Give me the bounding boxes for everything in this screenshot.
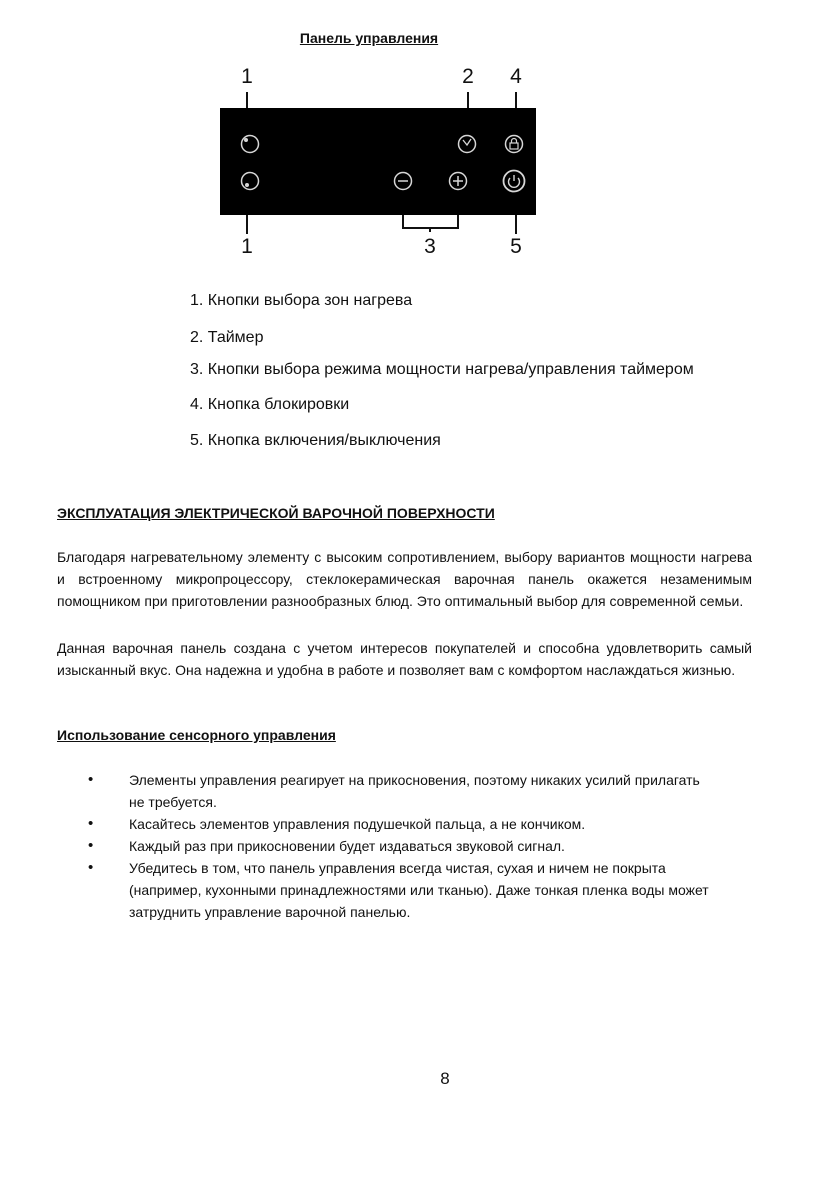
legend-item-4: 4. Кнопка блокировки [190, 396, 350, 413]
bullet-icon: • [88, 859, 94, 876]
legend-item-1: 1. Кнопки выбора зон нагрева [190, 292, 413, 309]
label-2-top: 2 [462, 65, 474, 88]
page-number: 8 [440, 1069, 450, 1088]
bullet-icon: • [88, 837, 94, 854]
label-5-bottom: 5 [510, 235, 522, 258]
bullet-list [0, 769, 838, 923]
list-item [0, 857, 838, 923]
plus-icon[interactable] [447, 170, 469, 192]
legend-item-5: 5. Кнопка включения/выключения [190, 432, 441, 449]
label-4-top: 4 [510, 65, 522, 88]
minus-icon[interactable] [392, 170, 414, 192]
leader-line [467, 92, 469, 108]
list-item-text: Каждый раз при прикосновении будет издаваться звуковой сигнал. [129, 838, 565, 854]
subsection-heading: Использование сенсорного управления [57, 727, 336, 743]
panel-title: Панель управления [299, 30, 439, 46]
timer-icon[interactable] [456, 133, 478, 155]
lock-icon[interactable] [503, 133, 525, 155]
zone-select-icon[interactable] [239, 133, 261, 155]
legend-item-2: 2. Таймер [190, 329, 264, 346]
power-icon[interactable] [501, 168, 527, 194]
paragraph-2: Данная варочная панель создана с учетом интересов покупателей и способна удовлетворить самый изысканный вкус. Она надежна и удобна в работе и позволяет вам с комфортом наслаждаться жизнью. [57, 640, 752, 678]
list-item-text: Элементы управления реагирует на прикосновения, поэтому никаких усилий прилагать не требуется. [129, 772, 700, 810]
zone-select-icon[interactable] [239, 170, 261, 192]
list-item [0, 813, 838, 835]
list-item-text: Убедитесь в том, что панель управления всегда чистая, сухая и ничем не покрыта (например, кухонными принадлежностями или тканью). Даже тонкая пленка воды может затруднить управление варочной панелью. [129, 860, 709, 920]
bullet-icon: • [88, 815, 94, 832]
list-item [0, 769, 838, 813]
section-heading: ЭКСПЛУАТАЦИЯ ЭЛЕКТРИЧЕСКОЙ ВАРОЧНОЙ ПОВЕРХНОСТИ [57, 505, 495, 521]
label-1-top: 1 [241, 65, 253, 88]
leader-line [515, 92, 517, 108]
label-3-bottom: 3 [424, 235, 436, 258]
label-1-bottom: 1 [241, 235, 253, 258]
list-item-text: Касайтесь элементов управления подушечкой пальца, а не кончиком. [129, 816, 586, 832]
list-item [0, 835, 838, 857]
control-panel [220, 108, 536, 215]
paragraph-1: Благодаря нагревательному элементу с высоким сопротивлением, выбору вариантов мощности нагрева и встроенному микропроцессору, стеклокерамическая варочная панель окажется незаменимым помощником при приготовлении разнообразных блюд. Это оптимальный выбор для современной семьи. [57, 549, 752, 609]
leader-line [246, 92, 248, 108]
legend-item-3: 3. Кнопки выбора режима мощности нагрева/управления таймером [190, 361, 694, 378]
bullet-icon: • [88, 771, 94, 788]
